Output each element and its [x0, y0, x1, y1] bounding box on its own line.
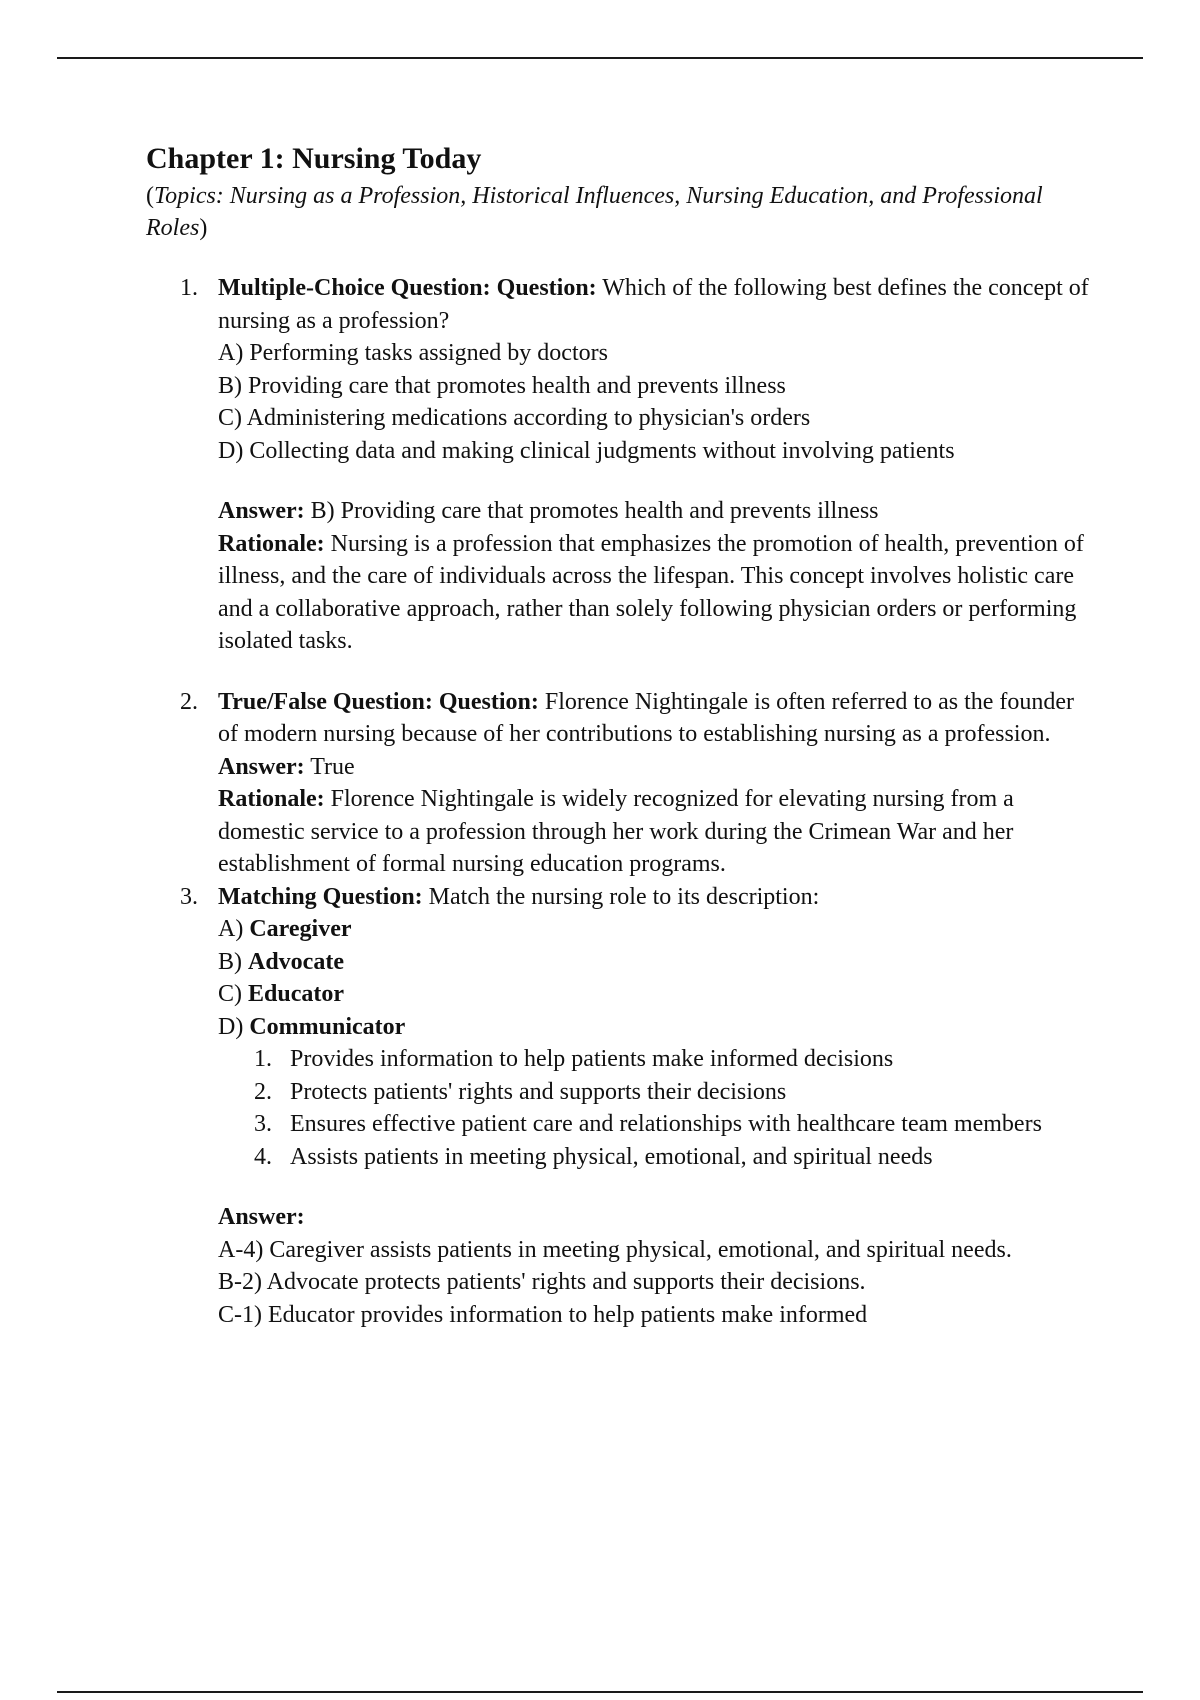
question-2: [146, 686, 1096, 881]
question-prompt: [218, 881, 1096, 914]
option-c: C) Administering medications according to physician's orders: [218, 405, 811, 431]
answer: [218, 495, 1096, 528]
matching-answer-b: B-2) Advocate protects patients' rights and supports their decisions.: [218, 1269, 866, 1295]
question-list: [146, 272, 1096, 1331]
header-rule: [57, 57, 1143, 59]
document-body: [146, 140, 1096, 1331]
rationale-text: Florence Nightingale is widely recognized for elevating nursing from a domestic service to a profession through her work during the Crimean War and her establishment of formal nursing education programs.: [218, 786, 1014, 877]
description-item: 4. Assists patients in meeting physical, emotional, and spiritual needs: [254, 1143, 933, 1170]
role-a: A) Caregiver: [218, 916, 352, 942]
answer-label: Answer:: [218, 753, 305, 780]
question-prompt: [218, 686, 1096, 751]
option-a: A) Performing tasks assigned by doctors: [218, 340, 608, 366]
role-b: B) Advocate: [218, 948, 344, 975]
question-text: Florence Nightingale is often referred to as the founder of modern nursing because of her contributions to establishing nursing as a profession.: [218, 688, 1075, 747]
question-number: 3.: [180, 883, 198, 910]
question-text: Match the nursing role to its description:: [428, 883, 820, 910]
answer: [218, 751, 1096, 784]
matching-answer-c: C-1) Educator provides information to help patients make informed: [218, 1301, 868, 1328]
description-item: 2. Protects patients' rights and supports their decisions: [254, 1078, 787, 1105]
role-name: Advocate: [248, 948, 344, 975]
matching-answer-a: A-4) Caregiver assists patients in meeting physical, emotional, and spiritual needs.: [218, 1236, 1012, 1263]
chapter-title: Chapter 1: Nursing Today: [146, 142, 482, 175]
rationale-label: Rationale:: [218, 786, 325, 812]
question-number: 1.: [180, 275, 198, 301]
answer-label: Answer:: [218, 1204, 305, 1230]
chapter-topics: (Topics: Nursing as a Profession, Historical Influences, Nursing Education, and Professional Roles): [146, 183, 1043, 241]
role-d: D) Communicator: [218, 1013, 406, 1040]
footer-rule: [57, 1691, 1143, 1693]
question-type-label: Multiple-Choice Question:: [218, 275, 491, 301]
answer-label: Answer:: [218, 498, 305, 524]
rationale: [218, 783, 1096, 881]
answer-text: B) Providing care that promotes health and prevents illness: [310, 498, 879, 524]
question-label: Question:: [438, 688, 539, 715]
answer-text: True: [310, 753, 355, 780]
question-3: [146, 881, 1096, 1332]
rationale-label: Rationale:: [218, 530, 325, 557]
description-item: 3. Ensures effective patient care and relationships with healthcare team members: [254, 1111, 1042, 1137]
question-label: Question:: [496, 275, 597, 301]
question-number: 2.: [180, 688, 198, 715]
description-item: 1. Provides information to help patients make informed decisions: [254, 1046, 894, 1072]
rationale-text: Nursing is a profession that emphasizes the promotion of health, prevention of illness, and the care of individuals across the lifespan. This concept involves holistic care and a collaborative approach, rather than solely following physician orders or performing isolated tasks.: [218, 530, 1084, 654]
question-text: Which of the following best defines the concept of nursing as a profession?: [218, 275, 1089, 334]
role-name: Communicator: [249, 1013, 406, 1040]
rationale: [218, 528, 1096, 658]
description-list: [218, 1043, 1096, 1173]
question-type-label: Matching Question:: [218, 883, 423, 910]
option-b: B) Providing care that promotes health and prevents illness: [218, 372, 786, 399]
question-prompt: [218, 272, 1096, 337]
role-c: C) Educator: [218, 981, 344, 1007]
role-name: Caregiver: [249, 916, 352, 942]
question-type-label: True/False Question:: [218, 688, 433, 715]
question-1: [146, 272, 1096, 686]
option-d: D) Collecting data and making clinical judgments without involving patients: [218, 437, 955, 464]
role-name: Educator: [248, 981, 344, 1007]
